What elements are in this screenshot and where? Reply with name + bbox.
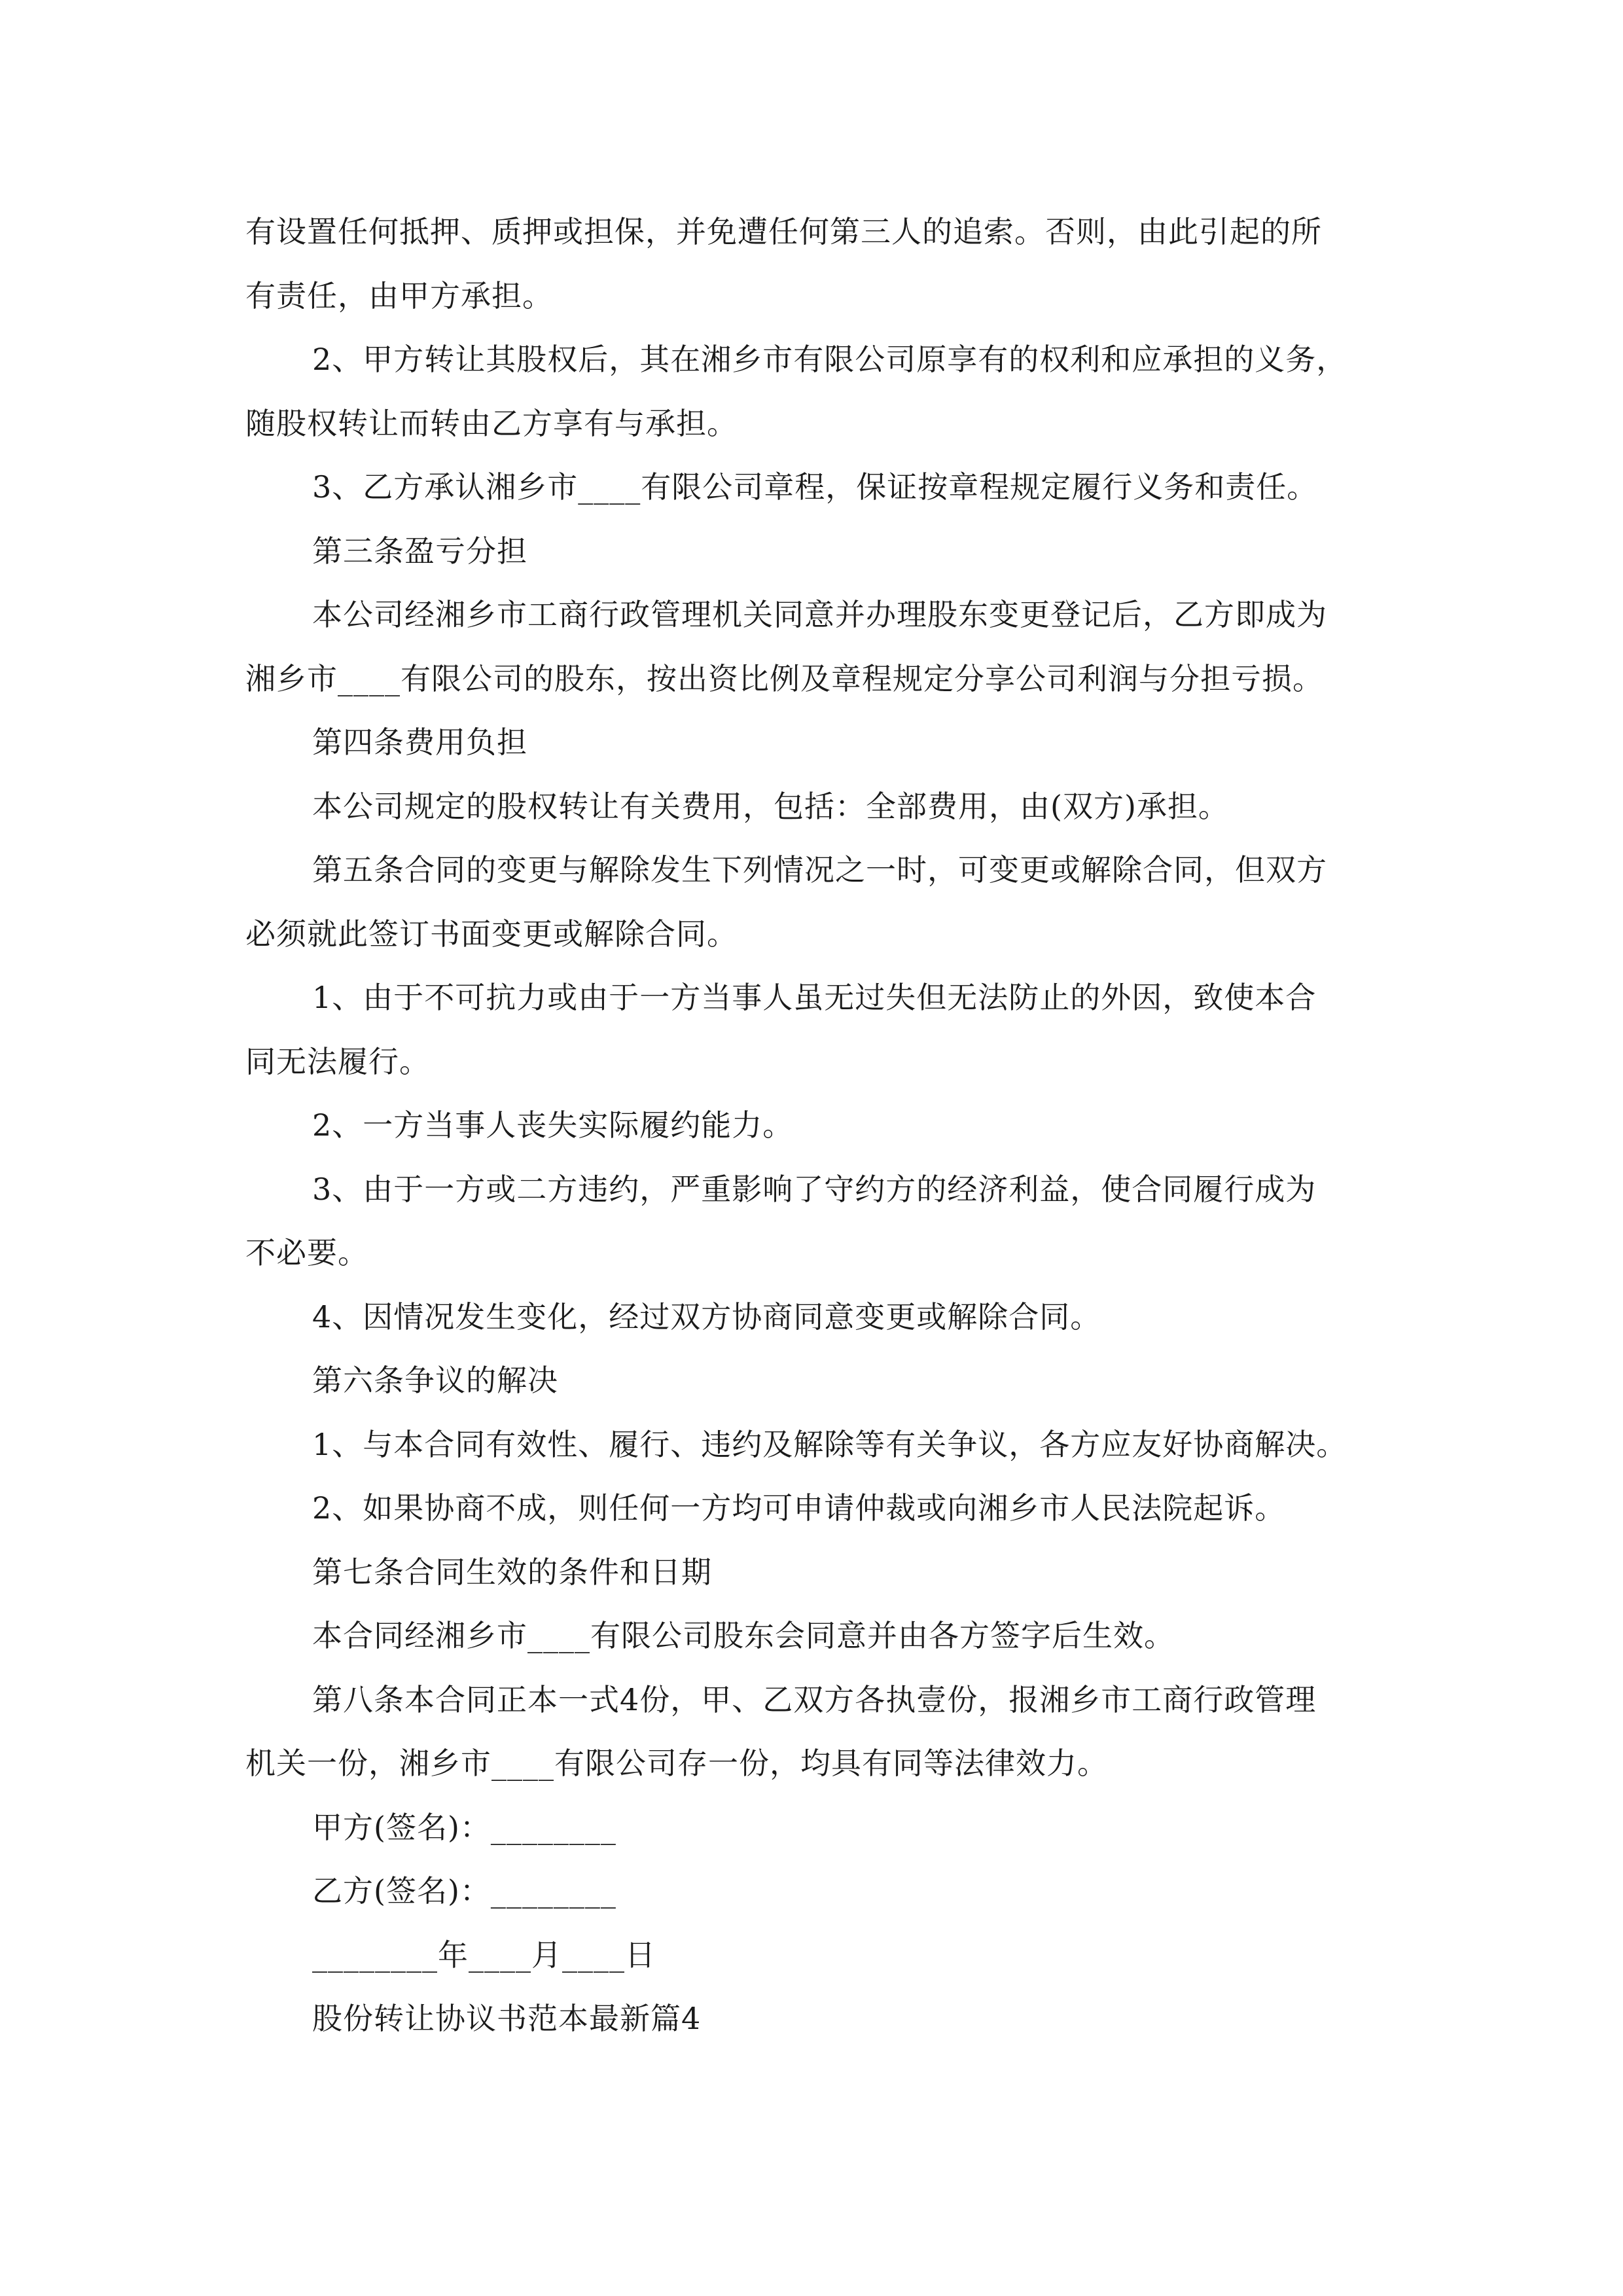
text-line: 1、由于不可抗力或由于一方当事人虽无过失但无法防止的外因，致使本合 <box>312 980 1317 1015</box>
text-line: 有责任，由甲方承担。 <box>245 278 553 314</box>
text-line: 1、与本合同有效性、履行、违约及解除等有关争议，各方应友好协商解决。 <box>312 1426 1347 1462</box>
text-line: 第四条费用负担 <box>312 725 527 760</box>
text-line: 必须就此签订书面变更或解除合同。 <box>245 916 738 952</box>
document-body <box>245 200 1407 2051</box>
text-line: 随股权转让而转由乙方享有与承担。 <box>245 405 738 441</box>
text-line: ________年____月____日 <box>312 1937 656 1973</box>
text-line: 本公司规定的股权转让有关费用，包括：全部费用，由(双方)承担。 <box>312 788 1229 824</box>
text-line: 本公司经湘乡市工商行政管理机关同意并办理股东变更登记后，乙方即成为 <box>312 597 1327 632</box>
text-line: 2、如果协商不成，则任何一方均可申请仲裁或向湘乡市人民法院起诉。 <box>312 1490 1286 1526</box>
text-line: 第七条合同生效的条件和日期 <box>312 1554 712 1590</box>
text-line: 股份转让协议书范本最新篇4 <box>312 2001 702 2036</box>
text-line: 乙方(签名)：________ <box>312 1873 616 1909</box>
text-line: 3、由于一方或二方违约，严重影响了守约方的经济利益，使合同履行成为 <box>312 1171 1317 1207</box>
text-line: 第八条本合同正本一式4份，甲、乙双方各执壹份，报湘乡市工商行政管理 <box>312 1681 1317 1717</box>
text-line: 2、一方当事人丧失实际履约能力。 <box>312 1107 794 1143</box>
text-line: 本合同经湘乡市____有限公司股东会同意并由各方签字后生效。 <box>312 1618 1175 1653</box>
text-line: 第五条合同的变更与解除发生下列情况之一时，可变更或解除合同，但双方 <box>312 852 1327 888</box>
text-line: 3、乙方承认湘乡市____有限公司章程，保证按章程规定履行义务和责任。 <box>312 469 1318 505</box>
text-line: 湘乡市____有限公司的股东，按出资比例及章程规定分享公司利润与分担亏损。 <box>245 660 1323 696</box>
text-line: 4、因情况发生变化，经过双方协商同意变更或解除合同。 <box>312 1299 1101 1335</box>
text-line: 第六条争议的解决 <box>312 1363 558 1398</box>
text-line: 2、甲方转让其股权后，其在湘乡市有限公司原享有的权利和应承担的义务， <box>312 342 1347 377</box>
text-line: 第三条盈亏分担 <box>312 533 527 569</box>
text-line: 同无法履行。 <box>245 1043 430 1079</box>
text-line: 有设置任何抵押、质押或担保，并免遭任何第三人的追索。否则，由此引起的所 <box>245 214 1322 249</box>
text-line: 甲方(签名)：________ <box>312 1809 616 1845</box>
text-line: 不必要。 <box>245 1235 368 1270</box>
text-line: 机关一份，湘乡市____有限公司存一份，均具有同等法律效力。 <box>245 1746 1108 1781</box>
